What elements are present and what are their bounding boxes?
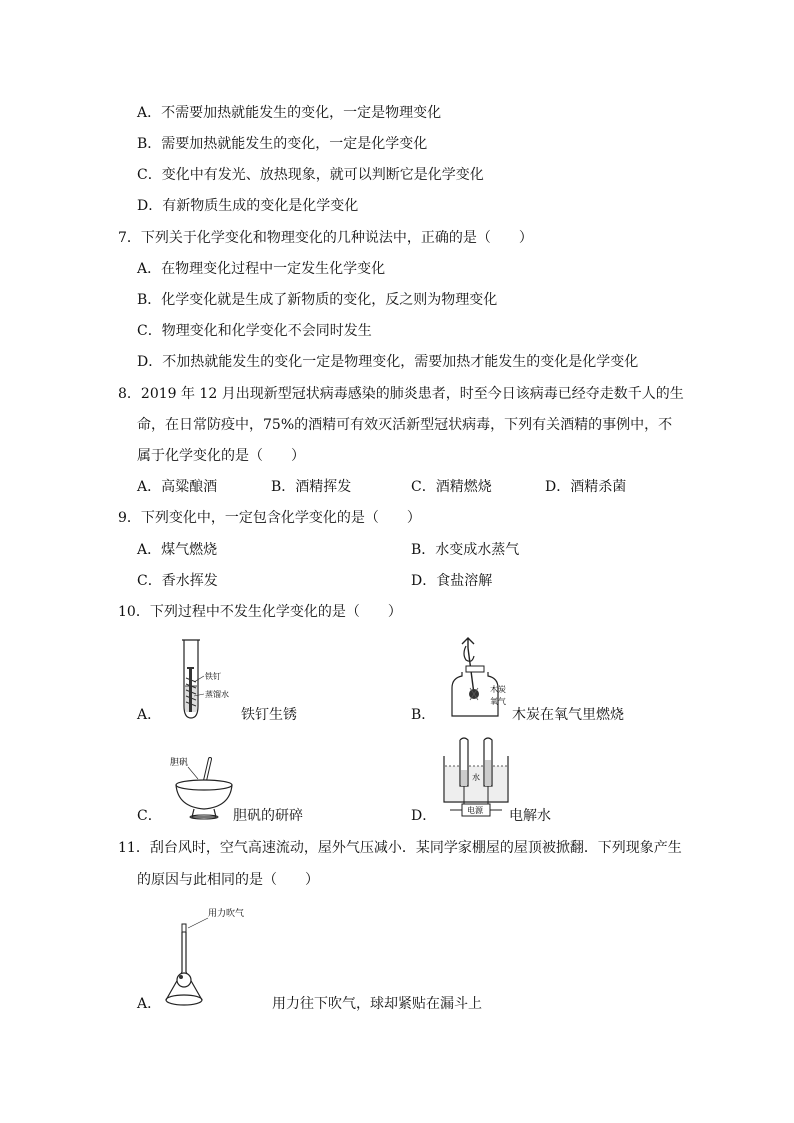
charcoal-label: 木炭 (490, 685, 506, 694)
q7-option-a: A．在物理变化过程中一定发生化学变化 (137, 261, 386, 277)
q8-option-b: B．酒精挥发 (271, 479, 352, 495)
distilled-water-label: 蒸馏水 (205, 690, 229, 699)
q8-stem-line3: 属于化学变化的是（ ） (137, 448, 305, 464)
oxygen-label: 氧气 (490, 697, 506, 706)
electrolysis-figure (440, 736, 512, 824)
q10-option-a-letter: A． (137, 707, 162, 723)
q6-option-d: D．有新物质生成的变化是化学变化 (137, 198, 359, 214)
q10-option-c-letter: C． (137, 808, 162, 824)
q11-option-a-letter: A． (137, 996, 162, 1012)
q9-option-c: C．香水挥发 (137, 573, 218, 589)
q9-stem: 9．下列变化中，一定包含化学变化的是（ ） (118, 510, 421, 526)
q6-option-b: B．需要加热就能发生的变化，一定是化学变化 (137, 136, 428, 152)
mortar-pestle-figure (168, 755, 238, 823)
q10-option-a-text: 铁钉生锈 (241, 707, 297, 723)
blow-label: 用力吹气 (208, 909, 245, 919)
funnel-ball-figure (160, 906, 260, 1018)
q10-stem: 10．下列过程中不发生化学变化的是（ ） (118, 604, 402, 620)
q10-option-d-text: 电解水 (509, 808, 551, 824)
q6-option-a: A．不需要加热就能发生的变化，一定是物理变化 (137, 105, 442, 121)
test-tube-nail-figure (170, 638, 240, 722)
q6-option-c: C．变化中有发光、放热现象，就可以判断它是化学变化 (137, 167, 484, 183)
q9-option-b: B．水变成水蒸气 (411, 542, 520, 558)
q11-option-a-text: 用力往下吹气，球却紧贴在漏斗上 (272, 996, 482, 1012)
power-supply-label: 电源 (467, 806, 483, 815)
q9-option-d: D．食盐溶解 (411, 573, 493, 589)
q8-option-a: A．高粱酿酒 (137, 479, 218, 495)
water-label: 水 (472, 773, 480, 782)
q10-option-d-letter: D． (411, 808, 437, 824)
q8-option-d: D．酒精杀菌 (545, 479, 627, 495)
q8-stem-line2: 命，在日常防疫中，75%的酒精可有效灭活新型冠状病毒，下列有关酒精的事例中，不 (137, 417, 673, 433)
charcoal-oxygen-figure (440, 636, 516, 722)
nail-label: 铁钉 (205, 672, 221, 681)
q7-stem: 7．下列关于化学变化和物理变化的几种说法中，正确的是（ ） (118, 230, 533, 246)
q9-option-a: A．煤气燃烧 (137, 542, 218, 558)
q8-option-c: C．酒精燃烧 (411, 479, 492, 495)
q7-option-b: B．化学变化就是生成了新物质的变化，反之则为物理变化 (137, 292, 498, 308)
copper-sulfate-label: 胆矾 (170, 758, 189, 768)
q11-stem-line1: 11．刮台风时，空气高速流动，屋外气压减小．某同学家棚屋的屋顶被掀翻．下列现象产生 (118, 840, 682, 856)
q7-option-c: C．物理变化和化学变化不会同时发生 (137, 323, 372, 339)
q11-stem-line2: 的原因与此相同的是（ ） (137, 872, 319, 888)
q10-option-b-letter: B． (411, 707, 436, 723)
q10-option-c-text: 胆矾的研碎 (233, 808, 303, 824)
q7-option-d: D．不加热就能发生的变化一定是物理变化，需要加热才能发生的变化是化学变化 (137, 354, 639, 370)
q8-stem-line1: 8．2019 年 12 月出现新型冠状病毒感染的肺炎患者，时至今日该病毒已经夺走数千人的生 (118, 386, 684, 402)
q10-option-b-text: 木炭在氧气里燃烧 (512, 707, 624, 723)
